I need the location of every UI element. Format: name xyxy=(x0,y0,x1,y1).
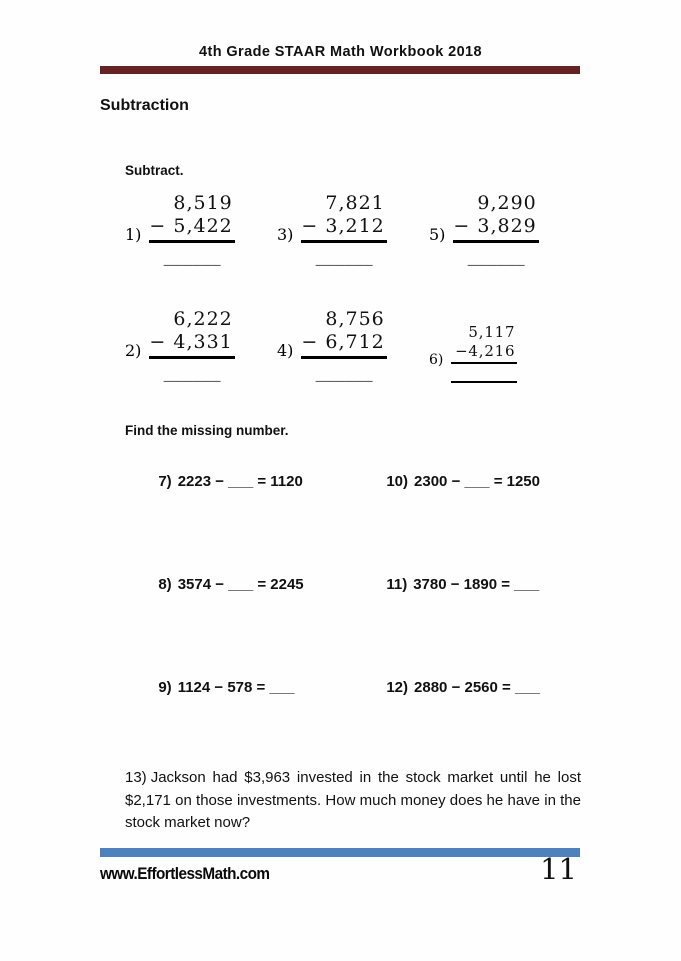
problem-number: 10) xyxy=(386,473,409,490)
problem-number: 9) xyxy=(158,679,172,696)
problem-body xyxy=(453,192,538,267)
subtraction-problem-2 xyxy=(125,308,277,383)
equation-text: 3574 − ___ = 2245 xyxy=(177,576,304,593)
problem-body xyxy=(301,308,386,383)
problem-number: 11) xyxy=(386,576,408,593)
vertical-problems-row-2 xyxy=(100,308,581,383)
website-link[interactable]: www.EffortlessMath.com xyxy=(100,864,270,883)
answer-blank: ______ xyxy=(315,244,373,266)
equation-text: 3780 − 1890 = ___ xyxy=(413,576,540,593)
problem-number: 5) xyxy=(429,225,446,244)
problem-number: 12) xyxy=(386,679,409,696)
answer-line xyxy=(451,376,517,383)
problem-body xyxy=(149,308,234,383)
subtraction-problem-3 xyxy=(277,192,429,267)
minuend: 5,117 xyxy=(468,323,516,341)
equation-row-2 xyxy=(100,559,581,610)
subtraction-problem-6 xyxy=(429,308,581,383)
subtrahend: − 5,422 xyxy=(149,215,233,237)
equation-row-3 xyxy=(100,662,581,713)
subtraction-problem-5 xyxy=(429,192,581,267)
problem-body xyxy=(451,323,517,383)
word-problem-number: 13) xyxy=(125,769,147,786)
page-content xyxy=(100,97,581,835)
equation-problem-11 xyxy=(353,559,581,610)
subtrahend: − 3,212 xyxy=(301,215,385,237)
problem-number: 6) xyxy=(429,352,444,368)
page-number: 11 xyxy=(540,852,577,886)
answer-blank: ______ xyxy=(315,360,373,382)
subtrahend: − 4,331 xyxy=(149,331,233,353)
equation-problem-9 xyxy=(125,662,353,713)
subtract-instruction: Subtract. xyxy=(125,163,184,178)
subtraction-problem-4 xyxy=(277,308,429,383)
equation-row-1 xyxy=(100,456,581,507)
word-problem xyxy=(125,767,581,835)
answer-blank: ______ xyxy=(467,244,525,266)
minuend: 7,821 xyxy=(325,192,385,214)
header-rule xyxy=(100,66,580,74)
problem-body xyxy=(149,192,234,267)
problem-number: 7) xyxy=(158,473,172,490)
subtrahend: −4,216 xyxy=(455,342,516,360)
section-title: Subtraction xyxy=(100,97,189,114)
equation-text: 1124 − 578 = ___ xyxy=(177,679,295,696)
problem-number: 8) xyxy=(158,576,172,593)
word-problem-text: Jackson had $3,963 invested in the stock market until he lost $2,171 on those investments. How much money does he have in the stock market now? xyxy=(125,769,581,831)
footer-rule xyxy=(100,848,580,857)
problem-number: 3) xyxy=(277,225,294,244)
problem-number: 4) xyxy=(277,341,294,360)
vertical-problems-row-1 xyxy=(100,192,581,267)
equation-problem-10 xyxy=(353,456,581,507)
header-title: 4th Grade STAAR Math Workbook 2018 xyxy=(199,44,482,60)
minuend: 9,290 xyxy=(477,192,537,214)
subtrahend: − 3,829 xyxy=(453,215,537,237)
problem-number: 1) xyxy=(125,225,142,244)
equation-text: 2300 − ___ = 1250 xyxy=(414,473,540,490)
missing-number-instruction: Find the missing number. xyxy=(125,423,289,438)
equation-text: 2223 − ___ = 1120 xyxy=(177,473,303,490)
equation-problem-12 xyxy=(353,662,581,713)
equation-problem-8 xyxy=(125,559,353,610)
answer-blank: ______ xyxy=(163,244,221,266)
equation-text: 2880 − 2560 = ___ xyxy=(414,679,540,696)
problem-body xyxy=(301,192,386,267)
subtraction-problem-1 xyxy=(125,192,277,267)
subtrahend: − 6,712 xyxy=(301,331,385,353)
subtraction-bar xyxy=(451,362,517,364)
minuend: 8,519 xyxy=(173,192,233,214)
problem-number: 2) xyxy=(125,341,142,360)
minuend: 8,756 xyxy=(325,308,385,330)
equation-problem-7 xyxy=(125,456,353,507)
answer-blank: ______ xyxy=(163,360,221,382)
minuend: 6,222 xyxy=(173,308,233,330)
